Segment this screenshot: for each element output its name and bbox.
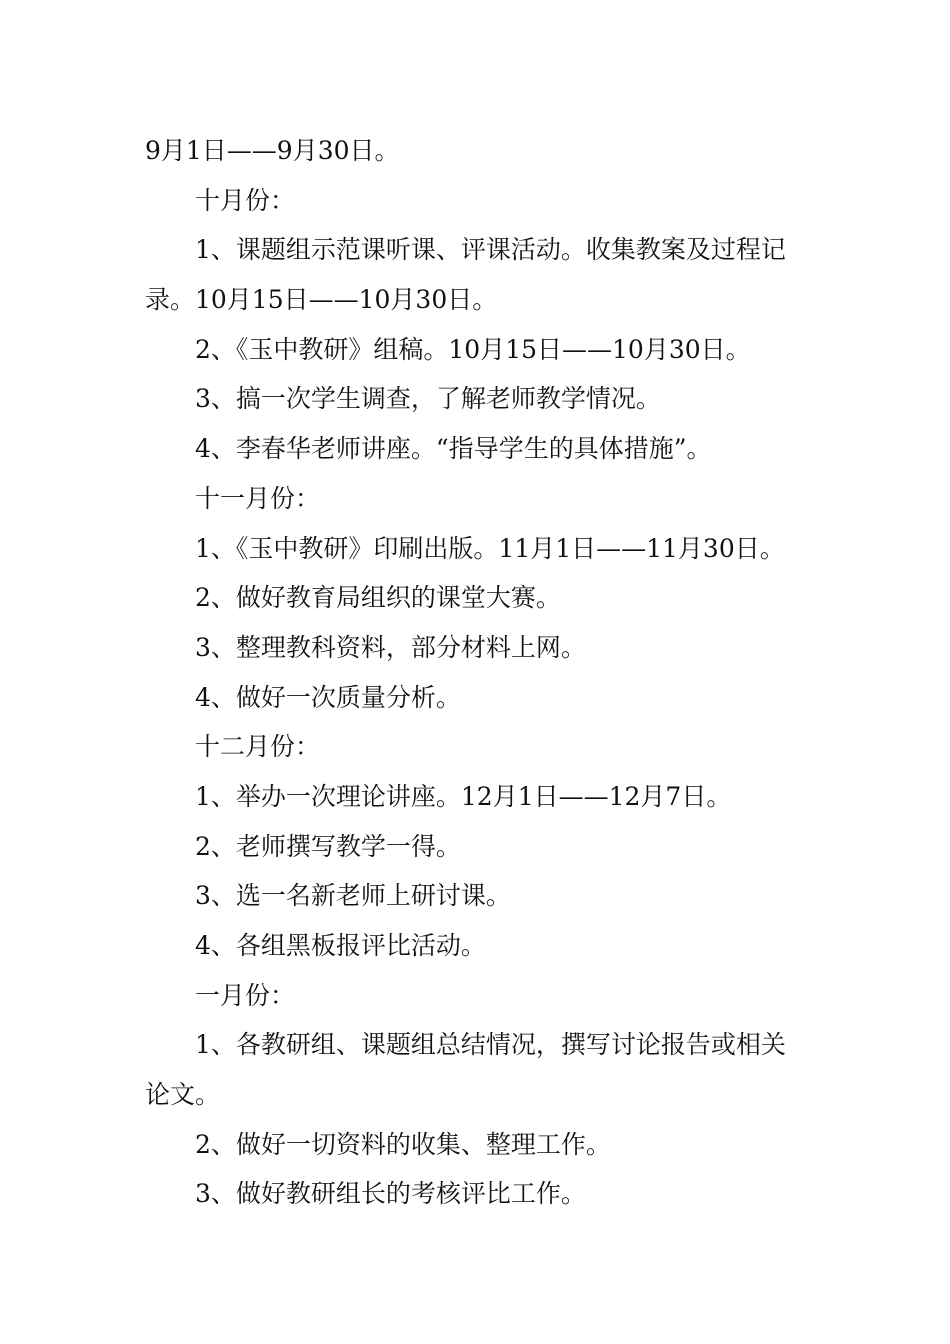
section-heading-december: 十二月份： <box>195 732 321 762</box>
list-item: 2、做好一切资料的收集、整理工作。 <box>195 1129 611 1159</box>
text-line: 论文。 <box>145 1080 221 1110</box>
list-item: 3、做好教研组长的考核评比工作。 <box>195 1179 586 1209</box>
section-heading-january: 一月份： <box>195 980 296 1010</box>
list-item: 2、做好教育局组织的课堂大赛。 <box>195 583 561 613</box>
list-item: 4、李春华老师讲座。“指导学生的具体措施”。 <box>195 434 712 464</box>
document-body <box>145 126 810 1219</box>
list-item: 1、举办一次理论讲座。12月1日——12月7日。 <box>195 781 732 811</box>
list-item: 1、各教研组、课题组总结情况，撰写讨论报告或相关 <box>195 1030 786 1060</box>
list-item: 1、课题组示范课听课、评课活动。收集教案及过程记 <box>195 235 786 265</box>
list-item: 3、选一名新老师上研讨课。 <box>195 881 511 911</box>
text-line: 录。10月15日——10月30日。 <box>145 285 498 315</box>
list-item: 4、做好一次质量分析。 <box>195 682 461 712</box>
list-item: 1、《玉中教研》印刷出版。11月1日——11月30日。 <box>195 533 785 563</box>
list-item: 3、搞一次学生调查，了解老师教学情况。 <box>195 384 661 414</box>
section-heading-october: 十月份： <box>195 185 296 215</box>
list-item: 2、老师撰写教学一得。 <box>195 831 461 861</box>
list-item: 2、《玉中教研》组稿。10月15日——10月30日。 <box>195 334 751 364</box>
section-heading-november: 十一月份： <box>195 483 321 513</box>
list-item: 4、各组黑板报评比活动。 <box>195 931 486 960</box>
list-item: 3、整理教科资料，部分材料上网。 <box>195 632 586 662</box>
text-line: 9月1日——9月30日。 <box>145 136 400 165</box>
